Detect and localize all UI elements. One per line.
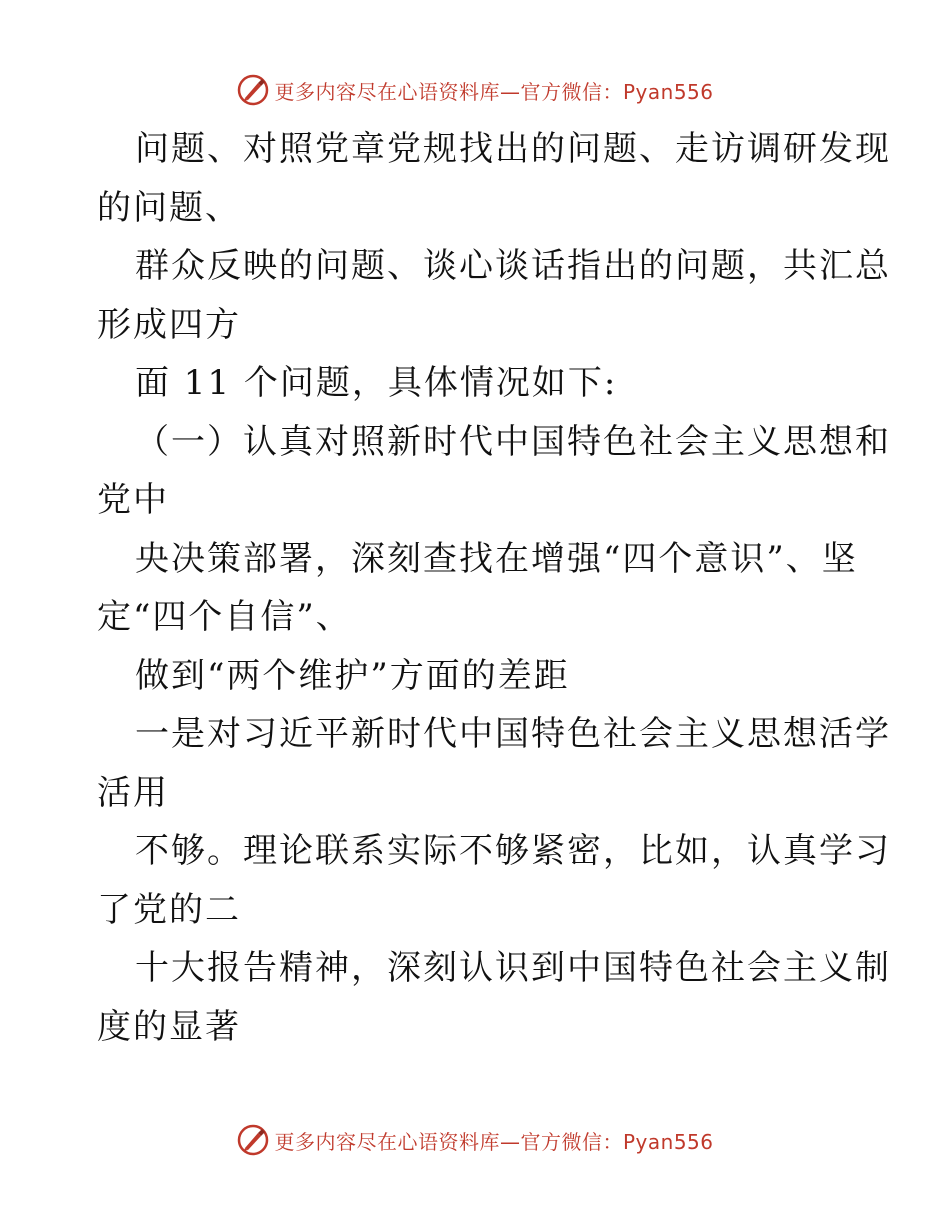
body-line: 形成四方	[97, 304, 241, 345]
pen-logo-icon	[236, 73, 270, 107]
body-line: 的问题、	[97, 187, 241, 228]
body-line: 十大报告精神，深刻认识到中国特色社会主义制	[135, 948, 891, 988]
body-line: 不够。理论联系实际不够紧密，比如，认真学习	[135, 831, 891, 871]
document-body	[97, 120, 891, 1056]
body-line: 做到“两个维护”方面的差距	[135, 655, 570, 696]
body-line: （一）认真对照新时代中国特色社会主义思想和	[135, 421, 891, 462]
body-line: 问题、对照党章党规找出的问题、走访调研发现	[135, 129, 891, 169]
watermark-text: 更多内容尽在心语资料库—官方微信：Pyan556	[274, 79, 714, 104]
footer-watermark	[0, 1120, 950, 1160]
body-line: 了党的二	[97, 889, 241, 930]
body-line: 央决策部署，深刻查找在增强“四个意识”、坚	[135, 538, 858, 579]
body-line: 党中	[97, 480, 169, 520]
pen-logo-icon	[236, 1123, 270, 1157]
body-line: 活用	[97, 772, 169, 813]
header-watermark	[0, 70, 950, 110]
body-line: 度的显著	[97, 1006, 241, 1047]
watermark-text: 更多内容尽在心语资料库—官方微信：Pyan556	[274, 1129, 714, 1154]
body-line: 一是对习近平新时代中国特色社会主义思想活学	[135, 714, 891, 754]
body-line: 定“四个自信”、	[97, 597, 352, 637]
body-line: 群众反映的问题、谈心谈话指出的问题，共汇总	[135, 246, 891, 286]
wechat-id: Pyan556	[622, 79, 714, 104]
body-line: 面 11 个问题，具体情况如下:	[135, 363, 618, 403]
wechat-id: Pyan556	[622, 1129, 714, 1154]
